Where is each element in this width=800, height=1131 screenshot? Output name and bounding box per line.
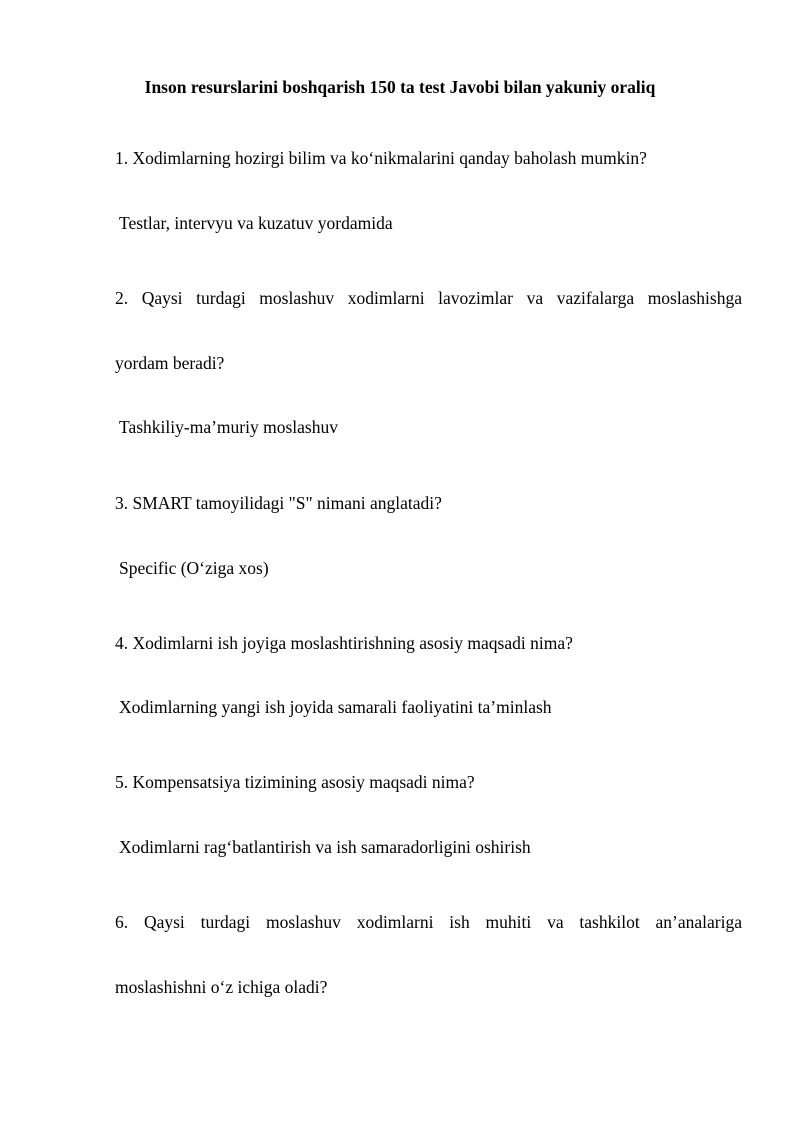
answer-2: Tashkiliy-ma’muriy moslashuv	[119, 417, 338, 437]
answer-1: Testlar, intervyu va kuzatuv yordamida	[119, 213, 393, 233]
question-2-line-2: yordam beradi?	[115, 353, 225, 373]
question-1: 1. Xodimlarning hozirgi bilim va ko‘nikmalarini qanday baholash mumkin?	[115, 148, 647, 168]
answer-3: Specific (O‘ziga xos)	[119, 558, 269, 578]
question-5: 5. Kompensatsiya tizimining asosiy maqsadi nima?	[115, 772, 475, 792]
question-3: 3. SMART tamoyilidagi "S" nimani anglatadi?	[115, 493, 442, 513]
answer-5: Xodimlarni rag‘batlantirish va ish samaradorligini oshirish	[119, 837, 531, 857]
document-title: Inson resurslarini boshqarish 150 ta test Javobi bilan yakuniy oraliq	[144, 77, 656, 97]
question-4: 4. Xodimlarni ish joyiga moslashtirishning asosiy maqsadi nima?	[115, 633, 573, 653]
answer-4: Xodimlarning yangi ish joyida samarali faoliyatini ta’minlash	[119, 697, 552, 717]
question-2-line-1: 2. Qaysi turdagi moslashuv xodimlarni lavozimlar va vazifalarga moslashishga	[115, 288, 742, 308]
question-6-line-2: moslashishni o‘z ichiga oladi?	[115, 977, 328, 997]
question-6-line-1: 6. Qaysi turdagi moslashuv xodimlarni ish muhiti va tashkilot an’analariga	[115, 912, 742, 932]
